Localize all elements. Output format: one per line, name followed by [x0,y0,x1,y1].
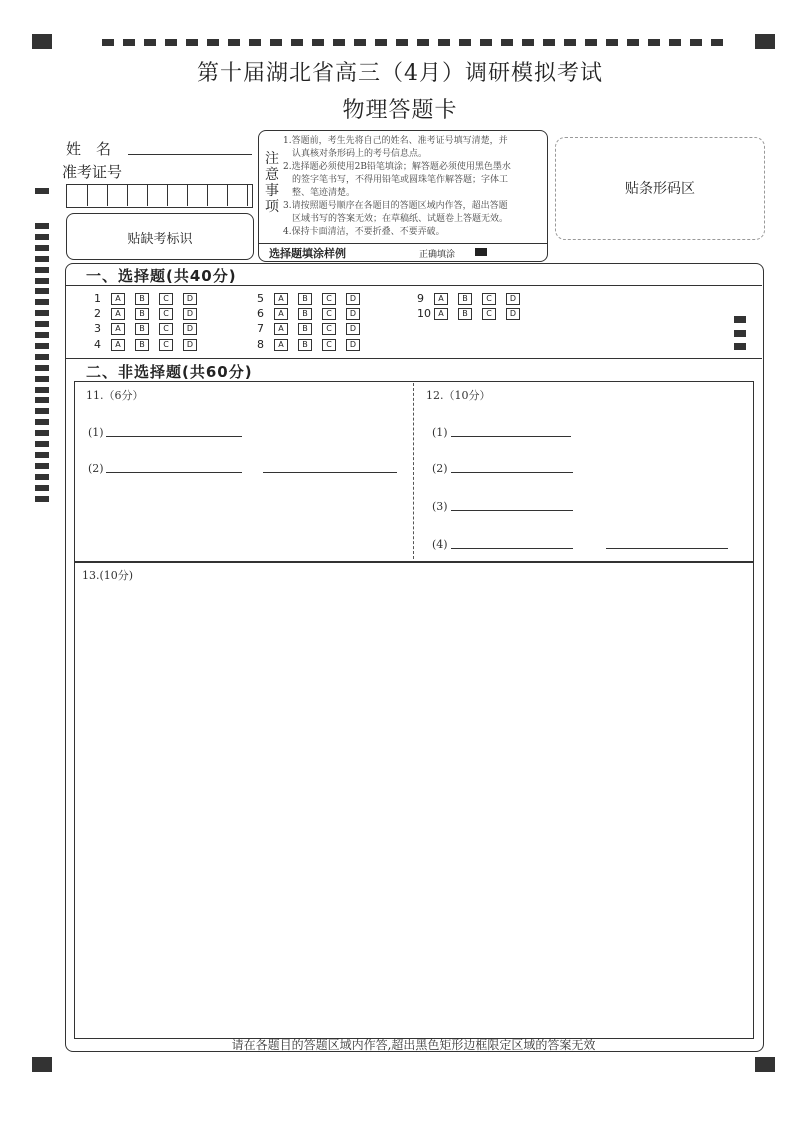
choice-bubble-1-d[interactable]: D [183,293,197,305]
notice-heading: 注意事项 [265,151,279,215]
choice-bubble-8-c[interactable]: C [322,339,336,351]
choice-bubble-3-b[interactable]: B [135,323,149,335]
choice-bubble-6-c[interactable]: C [322,308,336,320]
id-cell[interactable] [167,185,188,206]
q12-part1-label: (1) [432,426,448,439]
timing-mark [35,463,49,469]
question-number: 4 [94,338,101,351]
q11-part2-answer-a[interactable] [106,472,242,473]
timing-mark [102,39,114,46]
timing-mark [35,234,49,240]
id-cell[interactable] [67,185,88,206]
choice-bubble-6-d[interactable]: D [346,308,360,320]
id-cell[interactable] [187,185,208,206]
timing-mark [312,39,324,46]
choice-bubble-10-c[interactable]: C [482,308,496,320]
choice-bubble-6-b[interactable]: B [298,308,312,320]
section2-title: 二、非选择题(共60分) [86,363,253,381]
question-number: 9 [417,292,424,305]
timing-mark [669,39,681,46]
notice-text [283,135,543,239]
id-cell[interactable] [147,185,168,206]
timing-mark [501,39,513,46]
notice-divider [259,243,547,244]
q13-label: 13.(10分) [82,569,134,582]
choice-bubble-8-d[interactable]: D [346,339,360,351]
q12-part2-label: (2) [432,462,448,475]
notice-line: 区域书写的答案无效；在草稿纸、试题卷上答题无效。 [283,214,509,224]
notice-line: 整、笔迹清楚。 [283,188,356,198]
timing-mark [564,39,576,46]
timing-mark [711,39,723,46]
q13-answer-area[interactable] [74,561,754,1039]
name-field[interactable] [128,154,252,155]
id-cell[interactable] [127,185,148,206]
timing-mark [144,39,156,46]
filled-sample-mark [475,248,487,256]
exam-id-grid[interactable] [66,184,253,208]
choice-bubble-7-c[interactable]: C [322,323,336,335]
question-number: 1 [94,292,101,305]
footer-warning: 请在各题目的答题区域内作答,超出黑色矩形边框限定区域的答案无效 [231,1038,596,1052]
q11-part1-label: (1) [88,426,104,439]
choice-bubble-5-a[interactable]: A [274,293,288,305]
timing-mark [35,419,49,425]
timing-mark [690,39,702,46]
q12-part2-answer[interactable] [451,472,573,473]
question-number: 10 [417,307,431,320]
choice-bubble-4-c[interactable]: C [159,339,173,351]
section2-divider-top [66,358,762,359]
absent-sticker-label: 贴缺考标识 [127,232,193,247]
timing-mark [35,223,49,229]
q12-part4-answer-b[interactable] [606,548,728,549]
sample-correct-label: 正确填涂 [419,250,456,260]
corner-mark-bottom-left [32,1057,52,1072]
choice-bubble-9-c[interactable]: C [482,293,496,305]
timing-mark [585,39,597,46]
timing-mark [35,332,49,338]
section1-divider [66,285,762,286]
corner-mark-top-left [32,34,52,49]
notice-line: 认真核对条形码上的考号信息点。 [283,149,428,159]
timing-mark [35,485,49,491]
timing-mark [375,39,387,46]
timing-mark [35,278,49,284]
timing-mark [35,408,49,414]
choice-bubble-4-b[interactable]: B [135,339,149,351]
name-label: 姓 名 [66,140,112,158]
timing-mark [35,430,49,436]
choice-bubble-5-c[interactable]: C [322,293,336,305]
q11-part2-label: (2) [88,462,104,475]
q12-part4-label: (4) [432,538,448,551]
timing-mark [165,39,177,46]
card-subtitle: 物理答题卡 [342,98,458,123]
timing-mark [35,397,49,403]
id-cell[interactable] [227,185,248,206]
timing-mark [249,39,261,46]
notice-line: 2.选择题必须使用2B铅笔填涂；解答题必须使用黑色墨水 [283,162,511,172]
q12-part3-label: (3) [432,500,448,513]
timing-mark [606,39,618,46]
choice-bubble-8-b[interactable]: B [298,339,312,351]
choice-bubble-4-a[interactable]: A [111,339,125,351]
choice-bubble-7-a[interactable]: A [274,323,288,335]
timing-mark [35,474,49,480]
choice-bubble-7-d[interactable]: D [346,323,360,335]
choice-bubble-2-c[interactable]: C [159,308,173,320]
q12-part1-answer[interactable] [451,436,571,437]
timing-mark [35,245,49,251]
choice-bubble-9-a[interactable]: A [434,293,448,305]
choice-bubble-3-d[interactable]: D [183,323,197,335]
q12-part4-answer-a[interactable] [451,548,573,549]
timing-mark [333,39,345,46]
q11-q12-separator [413,383,414,559]
timing-mark [35,452,49,458]
choice-bubble-9-d[interactable]: D [506,293,520,305]
corner-mark-top-right [755,34,775,49]
timing-mark [522,39,534,46]
timing-mark [543,39,555,46]
notice-line: 3.请按照题号顺序在各题目的答题区域内作答，超出答题 [283,201,508,211]
timing-mark [627,39,639,46]
question-number: 3 [94,322,101,335]
choice-bubble-6-a[interactable]: A [274,308,288,320]
timing-mark [35,256,49,262]
choice-bubble-1-b[interactable]: B [135,293,149,305]
timing-mark [35,441,49,447]
timing-mark [459,39,471,46]
timing-mark [35,321,49,327]
timing-mark [35,267,49,273]
id-cell[interactable] [87,185,108,206]
timing-mark [648,39,660,46]
question-number: 5 [257,292,264,305]
section1-title: 一、选择题(共40分) [86,267,237,285]
choice-bubble-10-a[interactable]: A [434,308,448,320]
timing-mark [417,39,429,46]
choice-bubble-7-b[interactable]: B [298,323,312,335]
timing-mark [35,343,49,349]
timing-mark [396,39,408,46]
timing-mark [35,496,49,502]
question-number: 6 [257,307,264,320]
notice-box [258,130,548,262]
timing-mark [35,387,49,393]
timing-mark [35,376,49,382]
timing-mark [354,39,366,46]
corner-mark-bottom-right [755,1057,775,1072]
choice-bubble-3-a[interactable]: A [111,323,125,335]
timing-mark [35,310,49,316]
q11-part1-answer[interactable] [106,436,242,437]
choice-bubble-10-b[interactable]: B [458,308,472,320]
exam-id-label: 准考证号 [62,163,123,181]
timing-mark [480,39,492,46]
notice-line: 的签字笔书写，不得用铅笔或圆珠笔作解答题；字体工 [283,175,509,185]
choice-bubble-2-d[interactable]: D [183,308,197,320]
timing-mark [35,354,49,360]
q11-part2-answer-b[interactable] [263,472,397,473]
question-number: 8 [257,338,264,351]
timing-mark [438,39,450,46]
question-number: 7 [257,322,264,335]
choice-bubble-4-d[interactable]: D [183,339,197,351]
timing-mark [228,39,240,46]
notice-line: 1.答题前，考生先将自己的姓名、准考证号填写清楚，并 [283,136,508,146]
timing-mark [123,39,135,46]
id-cell[interactable] [207,185,228,206]
choice-bubble-8-a[interactable]: A [274,339,288,351]
q12-part3-answer[interactable] [451,510,573,511]
timing-mark [207,39,219,46]
choice-bubble-5-b[interactable]: B [298,293,312,305]
timing-mark [186,39,198,46]
choice-bubble-2-a[interactable]: A [111,308,125,320]
notice-line: 4.保持卡面清洁，不要折叠、不要弄破。 [283,227,445,237]
question-number: 2 [94,307,101,320]
sample-label: 选择题填涂样例 [269,247,346,260]
choice-bubble-1-c[interactable]: C [159,293,173,305]
barcode-area [555,137,765,240]
choice-bubble-9-b[interactable]: B [458,293,472,305]
timing-mark [291,39,303,46]
absent-sticker-box [66,213,254,260]
q12-label: 12.（10分） [426,389,491,402]
exam-title: 第十届湖北省高三（4月）调研模拟考试 [197,61,603,86]
choice-bubble-5-d[interactable]: D [346,293,360,305]
choice-bubble-10-d[interactable]: D [506,308,520,320]
timing-mark [35,299,49,305]
choice-bubble-1-a[interactable]: A [111,293,125,305]
timing-mark [270,39,282,46]
q11-label: 11.（6分） [86,389,144,402]
choice-bubble-3-c[interactable]: C [159,323,173,335]
timing-mark [35,365,49,371]
id-cell[interactable] [107,185,128,206]
choice-bubble-2-b[interactable]: B [135,308,149,320]
timing-mark [35,188,49,194]
timing-mark [35,288,49,294]
barcode-label: 贴条形码区 [625,181,695,197]
